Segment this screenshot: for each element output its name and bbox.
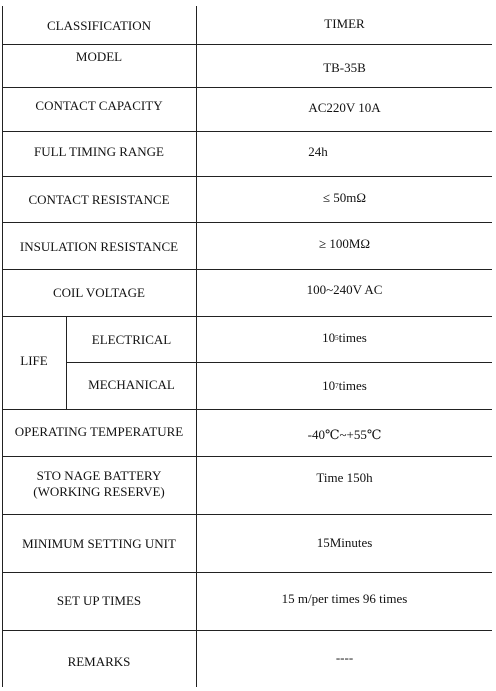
row-label-line: (WORKING RESERVE) [33, 484, 165, 499]
row-label: CLASSIFICATION [46, 18, 151, 33]
row-divider [2, 131, 492, 132]
life-label: LIFE [20, 353, 48, 368]
life-electrical-base: 10 [322, 330, 336, 345]
row-divider [2, 409, 492, 410]
row-value: TB-35B [323, 60, 366, 75]
row-divider [2, 222, 492, 223]
row-label: INSULATION RESISTANCE [19, 239, 179, 254]
life-electrical-unit: times [338, 330, 367, 345]
row-label: SET UP TIMES [56, 593, 142, 608]
row-label: REMARKS [67, 654, 131, 669]
row-label: MODEL [75, 49, 123, 64]
row-divider [2, 572, 492, 573]
row-divider [66, 362, 492, 363]
row-label: CONTACT CAPACITY [35, 98, 163, 113]
life-mechanical-value: 10 7 times [322, 378, 367, 393]
row-value: 100~240V AC [306, 282, 383, 297]
row-label: MINIMUM SETTING UNIT [22, 536, 176, 551]
row-value: AC220V 10A [308, 100, 381, 115]
row-label: OPERATING TEMPERATURE [14, 424, 184, 439]
row-label: COIL VOLTAGE [52, 285, 145, 300]
row-value: ≤ 50mΩ [322, 190, 367, 205]
row-value: -40℃~+55℃ [307, 427, 382, 442]
row-divider [2, 630, 492, 631]
row-value: Time 150h [316, 470, 373, 485]
row-value: 24h [308, 144, 328, 159]
row-divider [2, 316, 492, 317]
row-label-line: STO NAGE BATTERY [36, 468, 162, 483]
row-value: ≥ 100MΩ [318, 236, 371, 251]
life-electrical-value: 10 5 times [322, 330, 367, 345]
life-mechanical-label: MECHANICAL [88, 377, 175, 392]
life-mechanical-base: 10 [322, 378, 336, 393]
row-label: CONTACT RESISTANCE [28, 192, 170, 207]
row-value: 15Minutes [316, 535, 373, 550]
row-divider [2, 176, 492, 177]
row-value: TIMER [324, 16, 365, 31]
row-value: ---- [335, 650, 354, 665]
life-mechanical-unit: times [338, 378, 367, 393]
life-electrical-label: ELECTRICAL [91, 332, 172, 347]
row-value: 15 m/per times 96 times [281, 591, 408, 606]
row-divider [2, 514, 492, 515]
row-divider [2, 269, 492, 270]
row-divider [2, 456, 492, 457]
row-label-multiline [2, 464, 196, 504]
row-label: FULL TIMING RANGE [34, 144, 164, 159]
